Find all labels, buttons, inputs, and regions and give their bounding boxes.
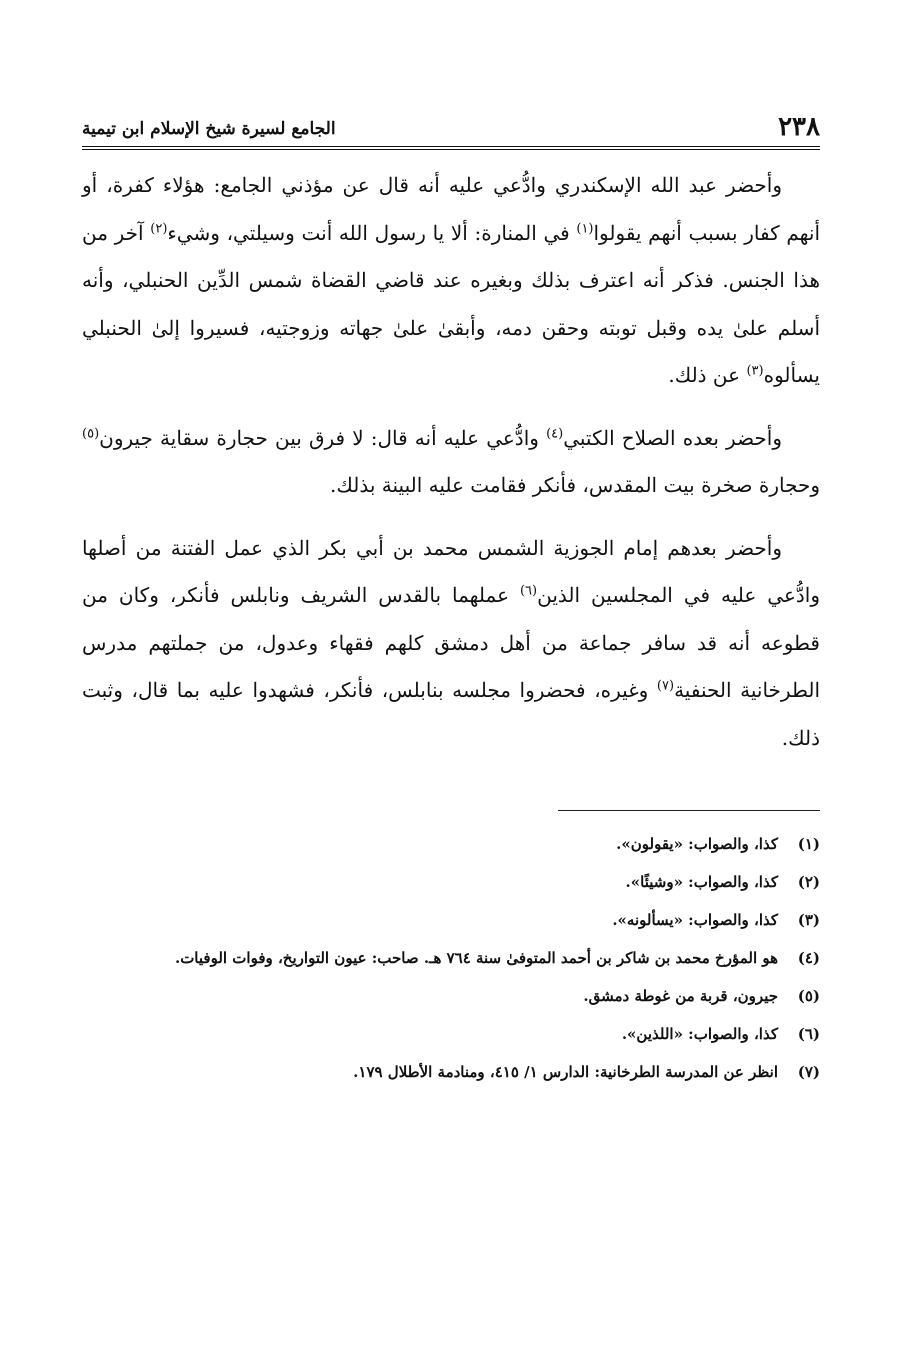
paragraph-text: آخر من هذا الجنس. فذكر أنه اعترف بذلك وبغيره عند قاضي القضاة شمس الدِّين الحنبلي، وأنه أسلم علىٰ يده وقبل توبته وحقن دمه، وأبقىٰ علىٰ جهاته وزوجتيه، فسيروا إلىٰ الحنبلي يسألوه: [82, 220, 820, 387]
paragraph-text: وأحضر عبد الله الإسكندري وادُّعي عليه أنه قال عن مؤذني الجامع: هؤلاء كفرة، أو أنهم كفار بسبب أنهم يقولوا: [82, 173, 820, 245]
footnote-text: هو المؤرخ محمد بن شاكر بن أحمد المتوفىٰ سنة ٧٦٤ هـ. صاحب: عيون التواريخ، وفوات الوفيات.: [174, 949, 778, 967]
paragraph-text: وغيره، فحضروا مجلسه بنابلس، فأنكر، فشهدوا عليه بما قال، وثبت ذلك.: [82, 678, 820, 750]
footnote-number: (٧): [797, 1063, 820, 1081]
footnote: [82, 943, 820, 973]
footnote-number: (٦): [797, 1025, 820, 1043]
footnote-marker-1: (١): [576, 220, 594, 236]
footnote-text: جيرون، قربة من غوطة دمشق.: [583, 987, 778, 1005]
paragraph-text: عملهما بالقدس الشريف ونابلس فأنكر، وكان من قطوعه أنه قد سافر جماعة من أهل دمشق كلهم فقهاء وعدول، من جملتهم مدرس الطرخانية الحنفية: [82, 583, 820, 702]
footnote: [82, 829, 820, 859]
footnote-marker-4: (٤): [546, 425, 564, 441]
footnote-marker-5: (٥): [82, 425, 100, 441]
footnote-text: كذا، والصواب: «اللذين».: [621, 1025, 778, 1043]
footnote-number: (٢): [797, 873, 820, 891]
footnote: [82, 905, 820, 935]
paragraph-3: [82, 525, 820, 763]
page-number: ٢٣٨: [778, 112, 820, 142]
paragraph-text: في المنارة: ألا يا رسول الله أنت وسيلتي، وشيء: [167, 220, 577, 245]
footnote-divider: [558, 810, 820, 811]
paragraph-text: وأحضر بعدهم إمام الجوزية الشمس محمد بن أبي بكر الذي عمل الفتنة من أصلها وادُّعي عليه في المجلسين الذين: [82, 535, 821, 607]
paragraph-text: وادُّعي عليه أنه قال: لا فرق بين حجارة سقاية جيرون: [99, 425, 547, 450]
footnote: [82, 867, 820, 897]
footnote-number: (٣): [797, 911, 820, 929]
footnote-number: (٥): [797, 987, 820, 1005]
paragraph-2: [82, 415, 820, 510]
body-text: [82, 162, 820, 762]
footnote-text: كذا، والصواب: «يقولون».: [616, 835, 778, 853]
paragraph-1: [82, 162, 820, 400]
footnote: [82, 1057, 820, 1087]
paragraph-text: وأحضر بعده الصلاح الكتبي: [563, 425, 782, 450]
footnote-text: كذا، والصواب: «وشيئًا».: [625, 873, 778, 891]
footnote-marker-6: (٦): [519, 583, 538, 599]
paragraph-text: عن ذلك.: [668, 363, 747, 387]
paragraph-text: وحجارة صخرة بيت المقدس، فأنكر فقامت عليه البينة بذلك.: [330, 473, 820, 497]
footnote-text: كذا، والصواب: «يسألونه».: [612, 911, 778, 929]
footnote-marker-2: (٢): [150, 220, 168, 236]
page-header: [82, 110, 820, 150]
running-title: الجامع لسيرة شيخ الإسلام ابن تيمية: [82, 119, 336, 139]
footnote: [82, 981, 820, 1011]
footnote-number: (١): [797, 835, 820, 853]
footnote-text: انظر عن المدرسة الطرخانية: الدارس ١/ ٤١٥، ومنادمة الأطلال ١٧٩.: [353, 1063, 778, 1081]
footnote-number: (٤): [797, 949, 820, 967]
book-page: [82, 110, 820, 1095]
footnote-marker-7: (٧): [656, 678, 675, 694]
footnote-marker-3: (٣): [746, 363, 764, 379]
footnotes: [82, 829, 820, 1087]
footnote: [82, 1019, 820, 1049]
